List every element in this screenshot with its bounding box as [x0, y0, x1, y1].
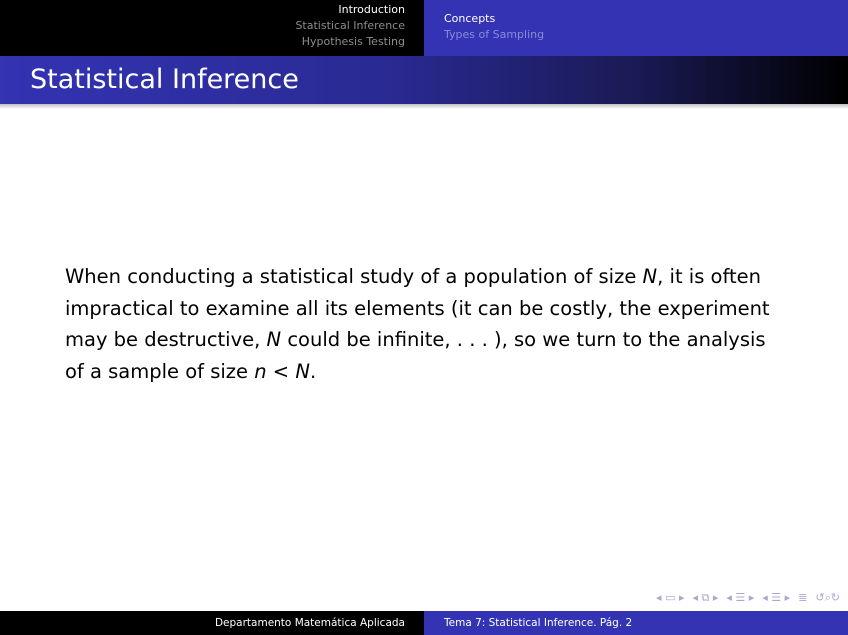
section-navigation — [0, 0, 424, 56]
frame-title-bar — [0, 56, 848, 104]
footer-right — [424, 611, 848, 635]
body-text-part-2: , it is often impractical to examine all its elements (it can be costly, the experiment may be destructive, — [65, 265, 770, 351]
body-text-part-1: When conducting a statistical study of a population of size — [65, 265, 643, 288]
nav-section-statistical-inference[interactable]: Statistical Inference — [295, 19, 405, 32]
search-icon[interactable]: ↺⌕↻ — [815, 591, 840, 604]
nav-section-introduction[interactable]: Introduction — [338, 3, 405, 16]
math-expression-n-lt-N: n < N — [254, 359, 310, 383]
math-variable-N: N — [642, 265, 658, 288]
footer-bar — [0, 611, 848, 635]
subsection-navigation — [424, 0, 848, 56]
align-icon[interactable]: ≣ — [798, 591, 808, 604]
beamer-navigation-symbols — [656, 590, 840, 606]
frame-body-paragraph — [65, 261, 785, 387]
header-navigation-bar — [0, 0, 848, 56]
nav-subsection-types-of-sampling[interactable]: Types of Sampling — [444, 28, 545, 41]
math-variable-N-2: N — [266, 328, 282, 351]
section-navigation-icon-2[interactable]: ◂ ☰ ▸ — [762, 591, 791, 604]
title-shadow — [0, 104, 848, 109]
body-text-part-4: . — [309, 359, 317, 383]
footer-title-page: Tema 7: Statistical Inference. Pág. 2 — [444, 617, 633, 629]
section-navigation-icon[interactable]: ◂ ☰ ▸ — [726, 591, 755, 604]
footer-institution: Departamento Matemática Aplicada — [214, 617, 405, 629]
nav-section-hypothesis-testing[interactable]: Hypothesis Testing — [301, 35, 405, 48]
footer-left — [0, 611, 424, 635]
frame-navigation-icon[interactable]: ◂ ▭ ▸ — [656, 591, 685, 604]
nav-subsection-concepts[interactable]: Concepts — [444, 12, 496, 25]
body-text-part-3: could be infinite, . . . ), so we turn to the analysis of a sample of size — [65, 328, 766, 383]
subsection-navigation-icon[interactable]: ◂ ⧉ ▸ — [692, 591, 719, 604]
frame-title: Statistical Inference — [30, 64, 299, 95]
